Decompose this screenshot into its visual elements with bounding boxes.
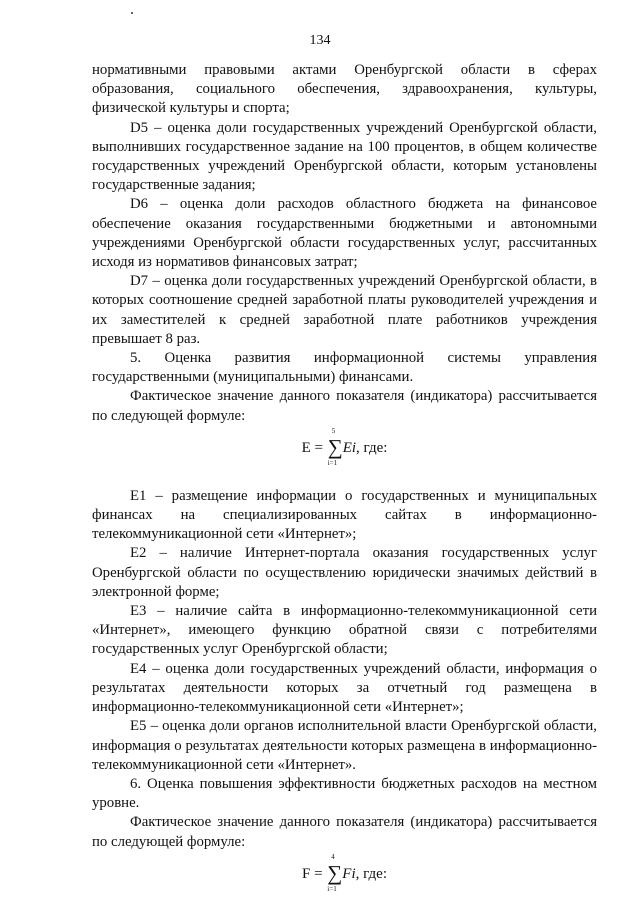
paragraph-e3: E3 – наличие сайта в информационно-телекоммуникационной сети «Интернет», имеющего функцию обратной связи с потребителями государственных услуг Оренбургской области; [92, 603, 597, 658]
paragraph-e2: E2 – наличие Интернет-портала оказания государственных услуг Оренбургской области по осуществлению юридически значимых действий в электронной форме; [92, 545, 597, 600]
scan-dot-mark [131, 12, 133, 14]
formula-f-equals: = [314, 865, 323, 882]
sigma-icon: ∑ [327, 435, 343, 460]
paragraph-formula-intro-f: Фактическое значение данного показателя (индикатора) рассчитывается по следующей формуле: [92, 814, 597, 850]
section-heading-5: 5. Оценка развития информационной системы управления государственными (муниципальными) финансами. [92, 350, 597, 386]
formula-f-sum [327, 852, 341, 896]
section-heading-6: 6. Оценка повышения эффективности бюджетных расходов на местном уровне. [92, 775, 597, 812]
formula-f-term: Fi [342, 865, 356, 882]
formula-f-tail: , где: [355, 865, 388, 882]
formula-e-lhs: E [301, 439, 311, 456]
paragraph-d6: D6 – оценка доли расходов областного бюджета на финансовое обеспечение оказания государственными бюджетными и автономными учреждениями Оренбургской области государственных услуг, рассчитанных исходя из нормативов финансовых затрат; [92, 196, 597, 271]
paragraph-continuation: нормативными правовыми актами Оренбургской области в сферах образования, социального обеспечения, здравоохранения, культуры, физической культуры и спорта; [92, 62, 597, 117]
formula-e-sum [328, 426, 342, 470]
formula-e-lower-limit: i=1 [327, 459, 338, 468]
document-body [92, 61, 597, 896]
formula-f [92, 852, 597, 896]
formula-f-lower-limit: i=1 [327, 885, 337, 894]
paragraph-formula-intro-e: Фактическое значение данного показателя (индикатора) рассчитывается по следующей формуле: [92, 388, 597, 424]
formula-e-upper-limit: 5 [331, 427, 336, 436]
paragraph-d7: D7 – оценка доли государственных учреждений Оренбургской области, в которых соотношение средней заработной платы руководителей учреждения и их заместителей к средней заработной плате работников учреждения превышает 8 раз. [92, 273, 597, 347]
page-number: 134 [309, 33, 331, 48]
formula-e [92, 426, 597, 470]
formula-f-lhs: F [301, 865, 311, 882]
sigma-icon: ∑ [327, 861, 343, 886]
formula-f-upper-limit: 4 [331, 853, 335, 862]
formula-e-term: Ei [342, 439, 357, 456]
formula-e-tail: , где: [356, 439, 388, 456]
formula-e-equals: = [314, 439, 323, 456]
paragraph-e5: E5 – оценка доли органов исполнительной власти Оренбургской области, информация о результатах деятельности которых размещена в информационно-телекоммуникационной сети «Интернет». [92, 718, 597, 773]
paragraph-e4: E4 – оценка доли государственных учреждений области, информация о результатах деятельности которых за отчетный год размещена в информационно-телекоммуникационной сети «Интернет»; [92, 660, 597, 716]
paragraph-d5: D5 – оценка доли государственных учреждений Оренбургской области, выполнивших государственное задание на 100 процентов, в общем количестве государственных учреждений Оренбургской области, которым установлены государственные задания; [92, 119, 597, 194]
paragraph-e1: E1 – размещение информации о государственных и муниципальных финансах на специализированных сайтах в информационно-телекоммуникационной сети «Интернет»; [92, 487, 597, 543]
